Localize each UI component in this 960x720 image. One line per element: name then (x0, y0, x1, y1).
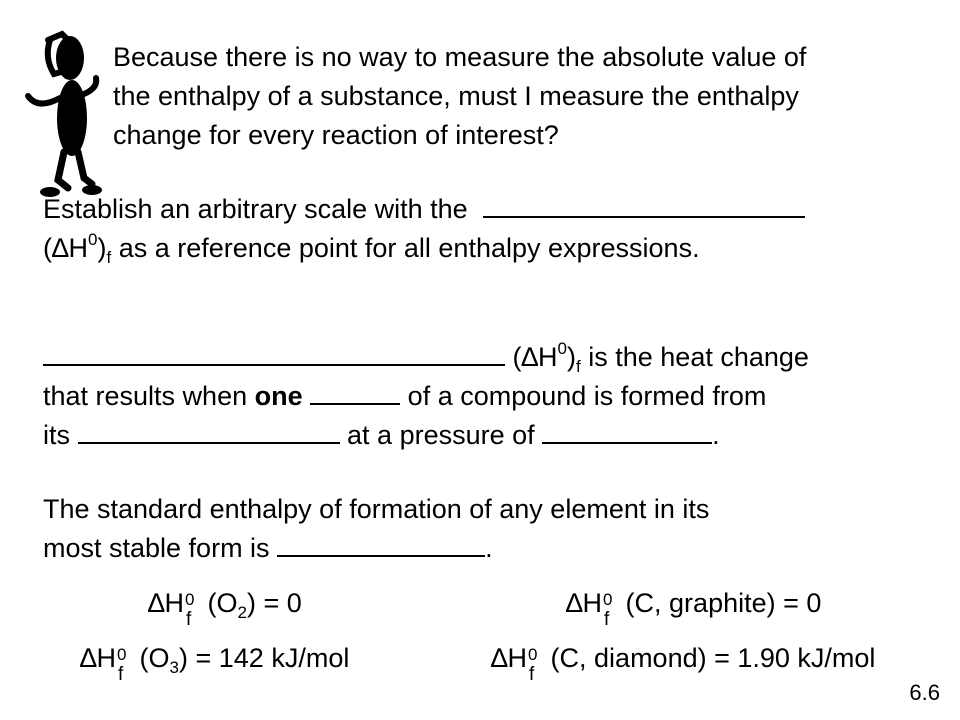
subscript-f: f (604, 609, 610, 630)
subscript-f: f (118, 664, 124, 685)
superscript-zero: 0 (557, 339, 567, 358)
establish-text: Establish an arbitrary scale with the (43, 194, 468, 224)
subscript-f: f (186, 609, 192, 630)
standard-l2-pre: most stable form is (43, 533, 270, 563)
definition-line-1: $(\Delta H^0)_f$ is the heat change (43, 340, 809, 378)
delta-h-symbol: (∆H (43, 233, 89, 263)
blank-standard-enthalpy (483, 192, 805, 218)
establish-rest: as a reference point for all enthalpy expressions. (118, 233, 700, 263)
subscript-f: f (529, 664, 535, 685)
equation-text: (C, graphite) = 0 (625, 588, 822, 618)
slide-number: 6.6 (909, 680, 940, 705)
equation-o2 (148, 586, 302, 630)
definition-l1-post: is the heat change (588, 342, 809, 372)
superscript-zero: 0 (88, 230, 98, 249)
question-line-1: Because there is no way to measure the absolute value of (113, 42, 807, 72)
blank-zero (277, 531, 485, 557)
superscript-zero: 0 (185, 590, 195, 609)
delta-h-symbol: ∆H (148, 588, 185, 618)
definition-line-2 (43, 379, 766, 414)
standard-l2-end: . (485, 533, 493, 563)
equation-text: (O (207, 588, 238, 618)
equation-diamond (491, 641, 876, 685)
superscript-zero: 0 (528, 645, 538, 664)
definition-l3-pre: its (43, 420, 70, 450)
equation-value: ) = 142 kJ/mol (179, 643, 350, 673)
establish-line-2: $(\Delta H^0)_f$ as a reference point for all enthalpy expressions. (43, 230, 700, 267)
superscript-zero: 0 (117, 645, 127, 664)
superscript-zero: 0 (603, 590, 613, 609)
equation-text: (C, diamond) = 1.90 kJ/mol (550, 643, 876, 673)
delta-h-symbol: ∆H (491, 643, 528, 673)
blank-elements (78, 418, 340, 444)
question-line-2: the enthalpy of a substance, must I measure the enthalpy (113, 81, 799, 111)
blank-definition-term (43, 340, 505, 366)
equation-value: ) = 0 (247, 588, 302, 618)
definition-l2-post: of a compound is formed from (407, 381, 767, 411)
definition-bold-one: one (254, 381, 303, 411)
definition-l3-end: . (712, 420, 720, 450)
establish-line-1 (43, 192, 805, 227)
thinking-figure-icon (18, 28, 118, 203)
equation-text: (O (139, 643, 170, 673)
question-line-3: change for every reaction of interest? (113, 120, 559, 150)
delta-h-symbol: (∆H (512, 342, 558, 372)
subscript-2: 2 (237, 603, 248, 622)
blank-mole (310, 379, 400, 405)
equation-o3 (80, 641, 350, 685)
subscript-f: f (106, 248, 112, 267)
standard-line-1: The standard enthalpy of formation of any element in its (43, 494, 710, 524)
definition-line-3 (43, 418, 720, 453)
subscript-3: 3 (169, 658, 180, 677)
subscript-f: f (576, 357, 581, 376)
definition-l2-pre: that results when (43, 381, 248, 411)
delta-h-symbol: ∆H (566, 588, 603, 618)
standard-line-2 (43, 531, 493, 566)
definition-l3-mid: at a pressure of (347, 420, 535, 450)
delta-h-symbol: ∆H (80, 643, 117, 673)
blank-pressure (542, 418, 712, 444)
equation-graphite (566, 586, 822, 630)
